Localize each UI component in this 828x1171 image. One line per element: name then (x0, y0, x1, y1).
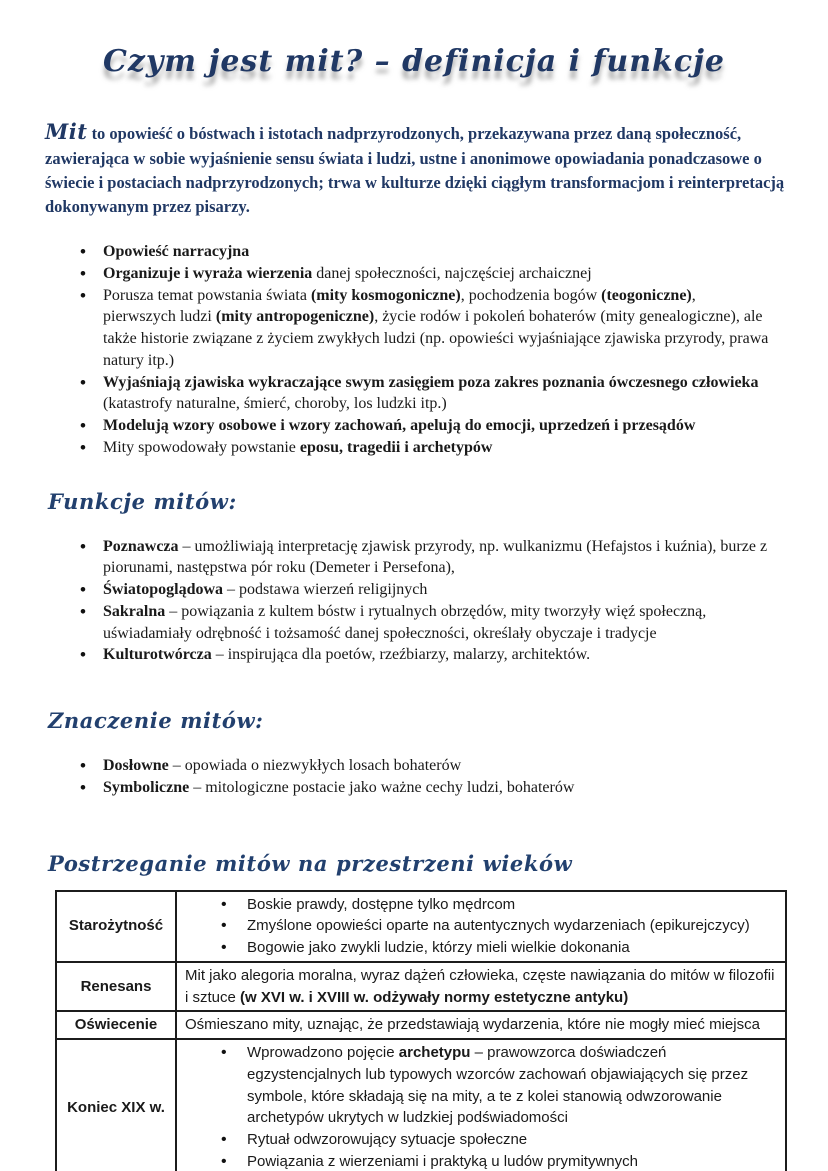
text-segment: – mitologiczne postacie jako ważne cechy ludzi, bohaterów (189, 778, 575, 796)
era-content (176, 962, 786, 1012)
era-text (185, 1014, 777, 1036)
text-segment: – umożliwiają interpretację zjawisk przyrody, np. wulkanizmu (Hefajstos i kuźnia), burze z piorunami, następstwa pór roku (Demeter i Persefona), (103, 537, 768, 577)
list-item (78, 777, 770, 799)
text-segment: Symboliczne (103, 778, 190, 796)
text-segment: , pochodzenia bogów (460, 286, 602, 304)
znaczenie-bullet-list (78, 755, 770, 799)
intro-paragraph (45, 117, 788, 219)
list-item (78, 437, 770, 459)
text-segment: Mity spowodowały powstanie (103, 438, 300, 456)
text-segment: Boskie prawdy, dostępne tylko mędrcom (247, 895, 516, 913)
text-segment: Dosłowne (103, 757, 169, 775)
text-segment: – powiązania z kultem bóstw i rytualnych obrzędów, mity tworzyły więź społeczną, uświadamiały odrębność i tożsamość danej społeczności, określały obyczaje i tradycje (103, 602, 707, 642)
table-list-item (185, 1129, 777, 1151)
text-segment: to opowieść o bóstwach i istotach nadprzyrodzonych, przekazywana przez daną społeczność, zawierająca w sobie wyjaśnienie sensu świata i ludzi, ustne i anonimowe opowiadania ponadczasowe o świecie i postaciach nadprzyrodzonych; trwa w kulturze dzięki ciągłym transformacjom i reinterpretacją dokonywanym przez pisarzy. (45, 124, 785, 217)
list-item (78, 372, 770, 416)
list-item (78, 601, 770, 645)
era-label: Koniec XIX w. (56, 1039, 176, 1171)
era-content (176, 1039, 786, 1171)
text-segment: – prawowzorca doświadczeń egzystencjalnych lub typowych wzorców zachowań objawiających się przez symbole, które składają się na mity, a te z kolei stanowią odwzorowanie archetypów ukrytych w ludzkiej podświadomości (247, 1044, 749, 1127)
text-segment: eposu, tragedii i archetypów (299, 438, 493, 456)
text-segment: Ośmieszano mity, uznając, że przedstawiają wydarzenia, które nie mogły mieć miejsca (185, 1016, 760, 1034)
table-row-oswiecenie (56, 1011, 786, 1039)
text-segment: Mit (45, 119, 88, 144)
era-label: Renesans (56, 962, 176, 1012)
list-item (78, 579, 770, 601)
era-label: Starożytność (56, 891, 176, 962)
text-segment: Wprowadzono pojęcie (247, 1044, 399, 1062)
text-segment: Powiązania z wierzeniami i praktyką u ludów prymitywnych (247, 1152, 638, 1170)
list-item (78, 263, 770, 285)
text-segment: Rytuał odwzorowujący sytuacje społeczne (247, 1131, 528, 1149)
era-bullet-list (185, 1042, 777, 1171)
table-row-starozytnosc (56, 891, 786, 962)
list-item (78, 285, 770, 372)
text-segment: Opowieść narracyjna (103, 243, 250, 261)
table-list-item (185, 1151, 777, 1171)
era-label: Oświecenie (56, 1011, 176, 1039)
table-list-item (185, 894, 777, 916)
section-heading-postrzeganie: Postrzeganie mitów na przestrzeni wieków (48, 850, 573, 876)
text-segment: – opowiada o niezwykłych losach bohaterów (168, 757, 462, 775)
text-segment: (teogoniczne) (601, 286, 692, 304)
funkcje-bullet-list (78, 536, 770, 667)
text-segment: Światopoglądowa (103, 581, 224, 599)
text-segment: Wyjaśniają zjawiska wykraczające swym zasięgiem poza zakres poznania ówczesnego człowieka (103, 373, 759, 391)
text-segment: – podstawa wierzeń religijnych (223, 581, 428, 599)
era-bullet-list (185, 894, 777, 959)
era-content (176, 1011, 786, 1039)
era-content (176, 891, 786, 962)
era-text (185, 965, 777, 1009)
table-list-item (185, 915, 777, 937)
eras-table (55, 890, 787, 1171)
definition-bullet-list (78, 241, 770, 459)
text-segment: (w XVI w. i XVIII w. odżywały normy estetyczne antyku) (240, 988, 629, 1006)
text-segment: Mit jako alegoria moralna, wyraz dążeń człowieka, częste nawiązania do mitów w filozofii i sztuce (185, 966, 775, 1006)
table-list-item (185, 1042, 777, 1129)
section-heading-znaczenie: Znaczenie mitów: (48, 708, 264, 734)
text-segment: archetypu (398, 1044, 471, 1062)
list-item (78, 536, 770, 580)
text-segment: (mity antropogeniczne) (215, 308, 375, 326)
text-segment: , życie rodów i pokoleń bohaterów (mity genealogiczne), ale także historie związane z życiem zwykłych ludzi (np. opowieści wyjaśniające zjawiska przyrody, prawa natury itp.) (103, 308, 769, 369)
section-heading-funkcje: Funkcje mitów: (48, 488, 237, 514)
text-segment: , pierwszych ludzi (103, 286, 696, 326)
text-segment: Kulturotwórcza (103, 646, 212, 664)
text-segment: Organizuje i wyraża wierzenia (103, 264, 313, 282)
text-segment: – inspirująca dla poetów, rzeźbiarzy, malarzy, architektów. (211, 646, 591, 664)
text-segment: danej społeczności, najczęściej archaicznej (312, 264, 592, 282)
text-segment: Poznawcza (103, 537, 179, 555)
text-segment: (mity kosmogoniczne) (310, 286, 461, 304)
list-item (78, 415, 770, 437)
text-segment: Porusza temat powstania świata (103, 286, 311, 304)
page-title: Czym jest mit? – definicja i funkcje (102, 44, 726, 79)
table-row-koniec-xix (56, 1039, 786, 1171)
text-segment: Zmyślone opowieści oparte na autentycznych wydarzeniach (epikurejczycy) (247, 917, 750, 935)
table-row-renesans (56, 962, 786, 1012)
list-item (78, 755, 770, 777)
text-segment: Modelują wzory osobowe i wzory zachowań, apelują do emocji, uprzedzeń i przesądów (103, 417, 696, 435)
text-segment: (katastrofy naturalne, śmierć, choroby, los ludzki itp.) (103, 395, 447, 413)
table-list-item (185, 937, 777, 959)
text-segment: Bogowie jako zwykli ludzie, którzy mieli wielkie dokonania (247, 939, 630, 957)
list-item (78, 241, 770, 263)
text-segment: Sakralna (103, 602, 166, 620)
list-item (78, 644, 770, 666)
